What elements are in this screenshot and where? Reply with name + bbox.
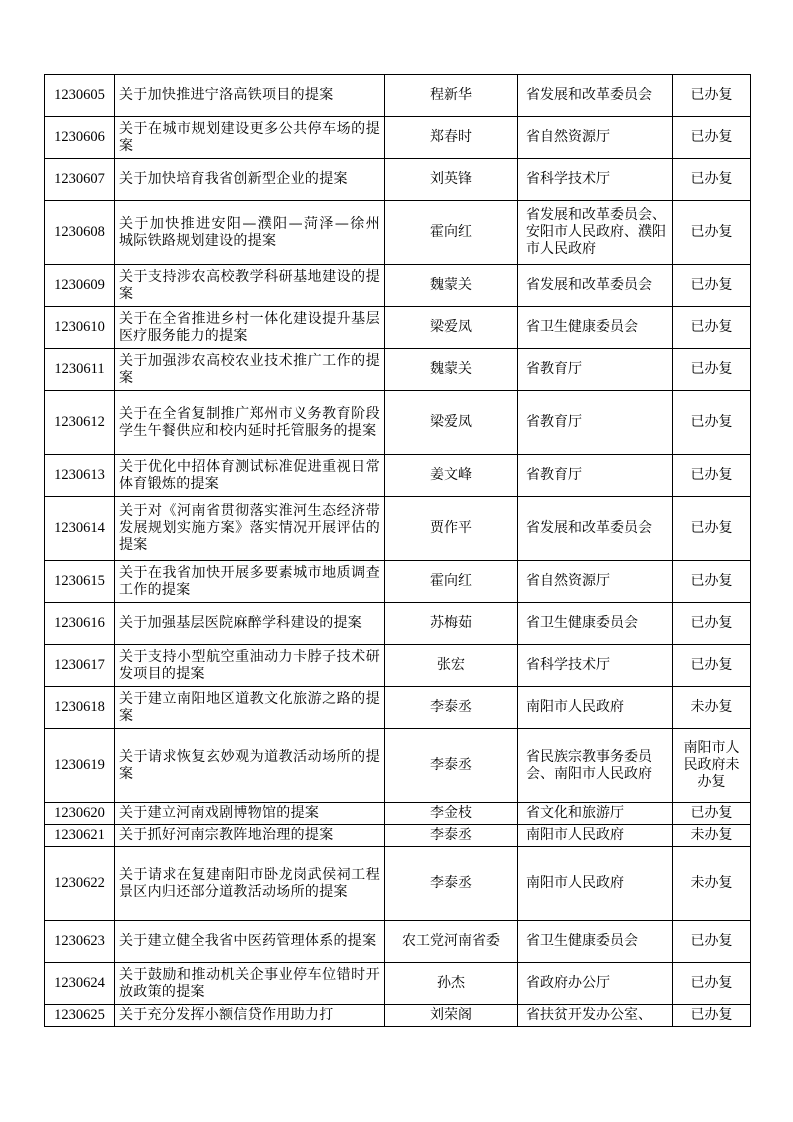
handling-status: 已办复: [673, 307, 751, 349]
table-row: [45, 645, 751, 687]
table-row: [45, 561, 751, 603]
proposer: 孙杰: [385, 963, 518, 1005]
proposer: 霍向红: [385, 561, 518, 603]
proposal-title: 关于在全省推进乡村一体化建设提升基层医疗服务能力的提案: [115, 307, 385, 349]
proposal-id: 1230622: [45, 847, 115, 921]
table-row: [45, 963, 751, 1005]
proposal-title: 关于加快推进宁洛高铁项目的提案: [115, 75, 385, 117]
proposal-id: 1230624: [45, 963, 115, 1005]
handling-department: 省扶贫开发办公室、: [518, 1005, 673, 1027]
handling-department: 省民族宗教事务委员会、南阳市人民政府: [518, 729, 673, 803]
proposal-id: 1230611: [45, 349, 115, 391]
proposal-title: 关于建立健全我省中医药管理体系的提案: [115, 921, 385, 963]
handling-status: 已办复: [673, 803, 751, 825]
proposal-id: 1230607: [45, 159, 115, 201]
handling-department: 省政府办公厅: [518, 963, 673, 1005]
handling-status: 已办复: [673, 265, 751, 307]
handling-status: 已办复: [673, 201, 751, 265]
handling-department: 省科学技术厅: [518, 645, 673, 687]
handling-department: 省发展和改革委员会: [518, 497, 673, 561]
handling-department: 省教育厅: [518, 349, 673, 391]
handling-department: 省卫生健康委员会: [518, 921, 673, 963]
proposal-title: 关于请求在复建南阳市卧龙岗武侯祠工程景区内归还部分道教活动场所的提案: [115, 847, 385, 921]
proposer: 梁爱凤: [385, 307, 518, 349]
proposal-title: 关于加快推进安阳—濮阳—菏泽—徐州 城际铁路规划建设的提案: [115, 201, 385, 265]
proposal-id: 1230613: [45, 455, 115, 497]
handling-department: 省教育厅: [518, 455, 673, 497]
proposal-title: 关于建立南阳地区道教文化旅游之路的提案: [115, 687, 385, 729]
proposal-table: [44, 74, 751, 1027]
proposal-title: 关于加强基层医院麻醉学科建设的提案: [115, 603, 385, 645]
proposer: 刘英锋: [385, 159, 518, 201]
proposal-id: 1230612: [45, 391, 115, 455]
table-row: [45, 349, 751, 391]
proposal-id: 1230620: [45, 803, 115, 825]
proposal-title: 关于鼓励和推动机关企事业停车位错时开放政策的提案: [115, 963, 385, 1005]
proposal-title: 关于加快培育我省创新型企业的提案: [115, 159, 385, 201]
proposal-id: 1230614: [45, 497, 115, 561]
table-row: [45, 307, 751, 349]
handling-status: 已办复: [673, 497, 751, 561]
handling-department: 省卫生健康委员会: [518, 307, 673, 349]
proposal-id: 1230617: [45, 645, 115, 687]
proposal-title: 关于抓好河南宗教阵地治理的提案: [115, 825, 385, 847]
proposer: 李金枝: [385, 803, 518, 825]
handling-status: 未办复: [673, 847, 751, 921]
table-row: [45, 265, 751, 307]
handling-department: 省发展和改革委员会: [518, 265, 673, 307]
table-row: [45, 687, 751, 729]
proposer: 刘荣阁: [385, 1005, 518, 1027]
handling-status: 已办复: [673, 1005, 751, 1027]
proposal-title: 关于充分发挥小额信贷作用助力打: [115, 1005, 385, 1027]
proposal-title: 关于在城市规划建设更多公共停车场的提案: [115, 117, 385, 159]
proposal-id: 1230615: [45, 561, 115, 603]
proposal-title: 关于优化中招体育测试标准促进重视日常体育锻炼的提案: [115, 455, 385, 497]
handling-status: 已办复: [673, 455, 751, 497]
handling-department: 南阳市人民政府: [518, 687, 673, 729]
handling-department: 省自然资源厅: [518, 561, 673, 603]
proposal-title: 关于建立河南戏剧博物馆的提案: [115, 803, 385, 825]
proposer: 贾作平: [385, 497, 518, 561]
handling-status: 已办复: [673, 645, 751, 687]
handling-status: 已办复: [673, 117, 751, 159]
proposer: 农工党河南省委: [385, 921, 518, 963]
table-row: [45, 201, 751, 265]
proposal-title: 关于支持小型航空重油动力卡脖子技术研发项目的提案: [115, 645, 385, 687]
proposer: 李泰丞: [385, 729, 518, 803]
table-row: [45, 825, 751, 847]
proposal-id: 1230619: [45, 729, 115, 803]
proposal-id: 1230621: [45, 825, 115, 847]
proposal-title: 关于支持涉农高校教学科研基地建设的提案: [115, 265, 385, 307]
handling-status: 已办复: [673, 963, 751, 1005]
proposer: 魏蒙关: [385, 349, 518, 391]
proposal-title: 关于请求恢复玄妙观为道教活动场所的提案: [115, 729, 385, 803]
proposal-id: 1230606: [45, 117, 115, 159]
table-row: [45, 391, 751, 455]
handling-department: 省教育厅: [518, 391, 673, 455]
proposal-id: 1230608: [45, 201, 115, 265]
proposal-id: 1230610: [45, 307, 115, 349]
handling-status: 已办复: [673, 391, 751, 455]
proposer: 魏蒙关: [385, 265, 518, 307]
proposer: 程新华: [385, 75, 518, 117]
handling-status: 已办复: [673, 349, 751, 391]
proposer: 李泰丞: [385, 847, 518, 921]
handling-status: 已办复: [673, 921, 751, 963]
handling-status: 已办复: [673, 75, 751, 117]
table-row: [45, 603, 751, 645]
proposal-title: 关于在全省复制推广郑州市义务教育阶段学生午餐供应和校内延时托管服务的提案: [115, 391, 385, 455]
proposal-title: 关于加强涉农高校农业技术推广工作的提案: [115, 349, 385, 391]
proposer: 张宏: [385, 645, 518, 687]
handling-department: 省发展和改革委员会: [518, 75, 673, 117]
proposer: 李泰丞: [385, 687, 518, 729]
handling-department: 省发展和改革委员会、安阳市人民政府、濮阳市人民政府: [518, 201, 673, 265]
table-row: [45, 159, 751, 201]
handling-status: 未办复: [673, 825, 751, 847]
handling-department: 南阳市人民政府: [518, 825, 673, 847]
proposer: 苏梅茹: [385, 603, 518, 645]
table-row: [45, 921, 751, 963]
table-row: [45, 803, 751, 825]
proposal-id: 1230618: [45, 687, 115, 729]
handling-department: 南阳市人民政府: [518, 847, 673, 921]
handling-status: 未办复: [673, 687, 751, 729]
proposer: 姜文峰: [385, 455, 518, 497]
table-row: [45, 497, 751, 561]
proposer: 郑春时: [385, 117, 518, 159]
handling-department: 省文化和旅游厅: [518, 803, 673, 825]
table-row: [45, 455, 751, 497]
table-row: [45, 75, 751, 117]
handling-status: 已办复: [673, 561, 751, 603]
proposal-id: 1230616: [45, 603, 115, 645]
proposer: 李泰丞: [385, 825, 518, 847]
handling-department: 省卫生健康委员会: [518, 603, 673, 645]
proposal-id: 1230625: [45, 1005, 115, 1027]
handling-status: 南阳市人民政府未办复: [673, 729, 751, 803]
proposal-title: 关于在我省加快开展多要素城市地质调查工作的提案: [115, 561, 385, 603]
table-row: [45, 729, 751, 803]
table-row: [45, 117, 751, 159]
proposal-id: 1230609: [45, 265, 115, 307]
handling-status: 已办复: [673, 159, 751, 201]
proposal-title: 关于对《河南省贯彻落实淮河生态经济带发展规划实施方案》落实情况开展评估的提案: [115, 497, 385, 561]
handling-status: 已办复: [673, 603, 751, 645]
proposal-table-body: [45, 75, 751, 1027]
handling-department: 省自然资源厅: [518, 117, 673, 159]
proposer: 梁爱凤: [385, 391, 518, 455]
table-row: [45, 847, 751, 921]
handling-department: 省科学技术厅: [518, 159, 673, 201]
proposal-id: 1230623: [45, 921, 115, 963]
table-row: [45, 1005, 751, 1027]
proposal-id: 1230605: [45, 75, 115, 117]
proposer: 霍向红: [385, 201, 518, 265]
